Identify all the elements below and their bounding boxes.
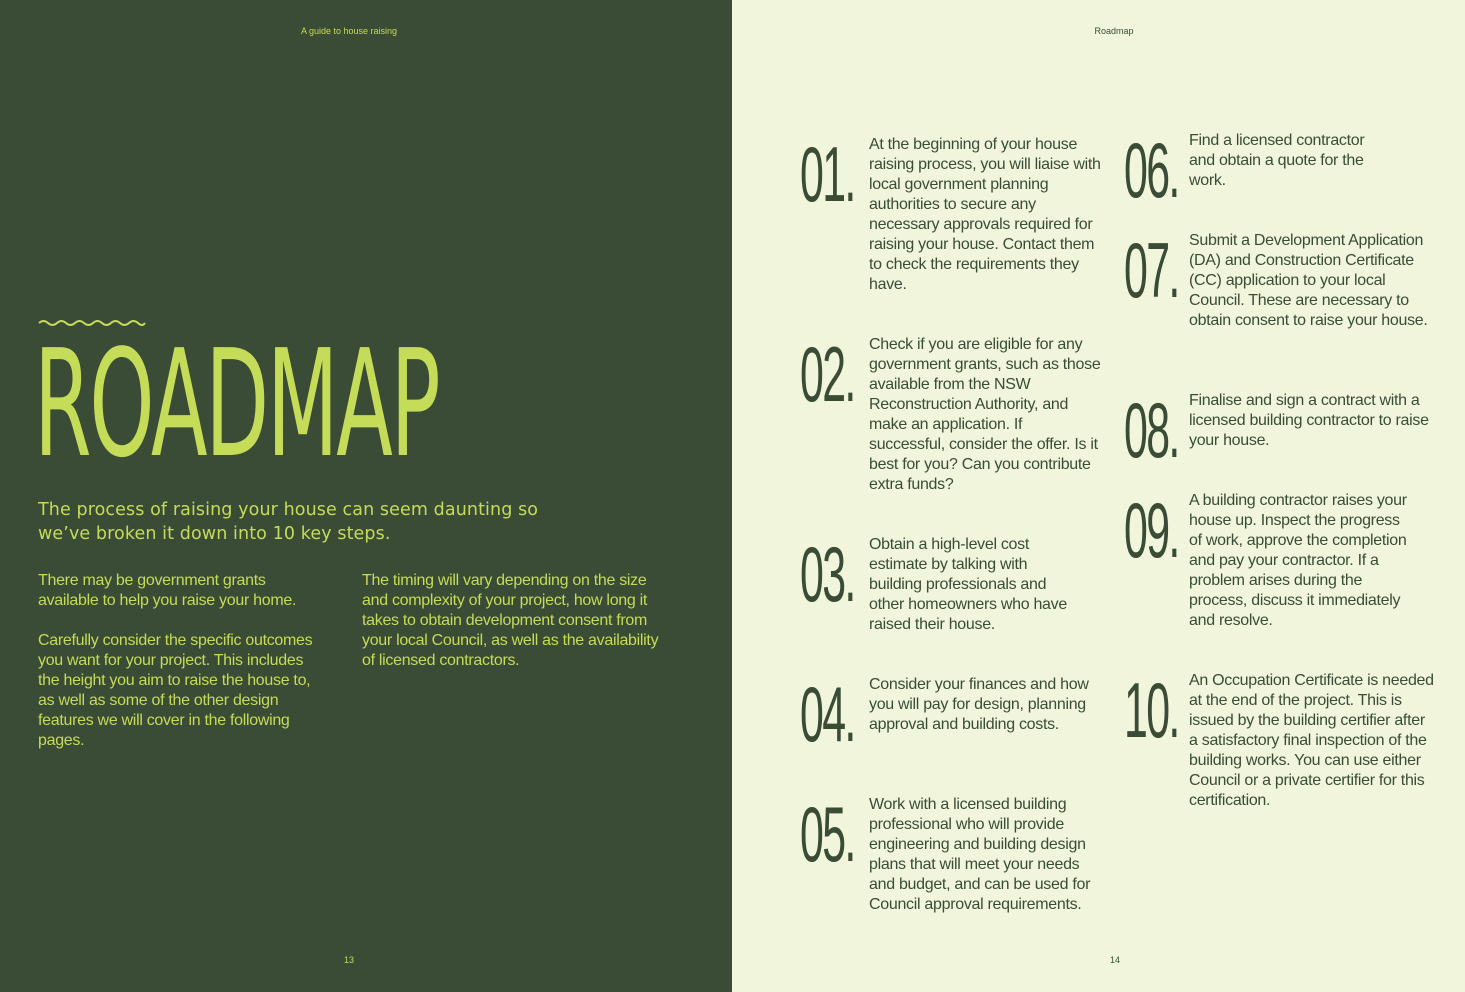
running-head-right: Roadmap [1094, 26, 1134, 36]
left-page [0, 0, 732, 992]
step-description: A building contractor raises your house up. Inspect the progress of work, approve the completion and pay your contractor. If a problem arises during the process, discuss it immediately and resolve. [1189, 492, 1407, 629]
step-description: Submit a Development Application (DA) and Construction Certificate (CC) application to your local Council. These are necessary to obtain consent to raise your house. [1189, 232, 1428, 329]
body-column-2 [362, 571, 662, 691]
body-column-1 [38, 571, 313, 771]
page-number-right: 14 [1109, 955, 1120, 965]
intro-text: The process of raising your house can seem daunting so we’ve broken it down into 10 key steps. [38, 500, 539, 544]
body-paragraph: The timing will vary depending on the size and complexity of your project, how long it takes to obtain development consent from your local Council, as well as the availability of licensed contractors. [362, 572, 659, 669]
step-description: An Occupation Certificate is needed at the end of the project. This is issued by the building certifier after a satisfactory final inspection of the building works. You can use either Council or a private certifier for this certification. [1189, 672, 1434, 809]
step-number: 02. [800, 330, 855, 418]
step-description: Work with a licensed building professional who will provide engineering and building design plans that will meet your needs and budget, and can be used for Council approval requirements. [869, 796, 1091, 913]
page-title: ROADMAP [34, 318, 439, 490]
step-number: 08. [1124, 386, 1179, 474]
page-number-left: 13 [343, 955, 354, 965]
step-description: Finalise and sign a contract with a licensed building contractor to raise your house. [1189, 392, 1429, 449]
step-number: 06. [1124, 126, 1179, 214]
step-number: 07. [1124, 226, 1179, 314]
right-page [732, 0, 1465, 992]
step-number: 04. [800, 670, 855, 758]
step-number: 10. [1124, 666, 1179, 754]
step-number: 09. [1124, 486, 1179, 574]
step-number: 01. [800, 130, 855, 218]
body-paragraph: Carefully consider the specific outcomes you want for your project. This includes the height you aim to raise the house to, as well as some of the other design features we will cover in the following pages. [38, 632, 313, 749]
body-paragraph: There may be government grants available to help you raise your home. [38, 572, 297, 609]
step-description: Find a licensed contractor and obtain a quote for the work. [1189, 132, 1365, 189]
running-head-left: A guide to house raising [300, 26, 398, 36]
step-description: Obtain a high-level cost estimate by talking with building professionals and other homeowners who have raised their house. [869, 536, 1067, 633]
step-description: Consider your finances and how you will pay for design, planning approval and building costs. [869, 676, 1089, 733]
step-number: 03. [800, 530, 855, 618]
step-description: Check if you are eligible for any government grants, such as those available from the NSW Reconstruction Authority, and make an application. If successful, consider the offer. Is it best for you? Can you contribute extra funds? [869, 336, 1101, 493]
step-number: 05. [800, 790, 855, 878]
step-description: At the beginning of your house raising process, you will liaise with local government planning authorities to secure any necessary approvals required for raising your house. Contact them to check the requirements they have. [869, 136, 1101, 293]
